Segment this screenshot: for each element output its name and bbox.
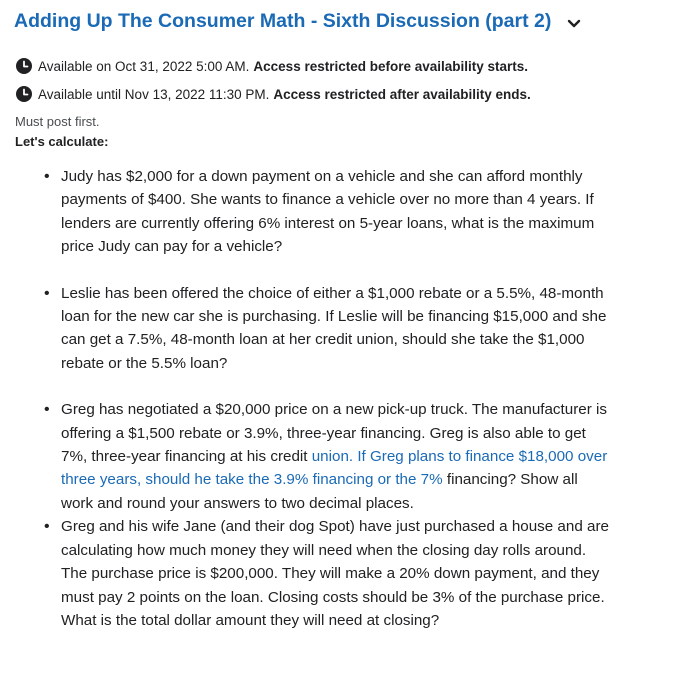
question-text: Greg and his wife Jane (and their dog Spot) have just purchased a house and are calculating how much money they will need when the closing day rolls around. The purchase price is $200,000. They will make a 20% down payment, and they must pay 2 points on the loan. Closing costs should be 3% of the purchase price. What is the total dollar amount they will need at closing? <box>61 518 609 629</box>
question-text: financing? Show all work and round your answers to two decimal places. <box>61 471 578 512</box>
question-text: Judy has $2,000 for a down payment on a vehicle and she can afford monthly payments of $400. She wants to finance a vehicle over no more than 4 years. If lenders are currently offering 6% interest on 5-year loans, what is the maximum price Judy can pay for a vehicle? <box>61 168 595 256</box>
list-item <box>40 398 610 515</box>
clock-icon <box>16 58 32 74</box>
availability-start-text: Available on Oct 31, 2022 5:00 AM. <box>38 58 250 74</box>
lets-calculate-heading: Let's calculate: <box>15 134 109 149</box>
list-item <box>40 515 610 632</box>
topic-header <box>14 9 583 33</box>
availability-end <box>16 86 531 102</box>
clock-icon <box>16 86 32 102</box>
availability-start-restriction: Access restricted before availability starts. <box>253 58 529 74</box>
question-text: Greg has negotiated a $20,000 price on a new pick-up truck. The manufacturer is offering a $1,500 rebate or 3.9%, three-year financing. Greg is also able to get 7%, three-year financing at his credit <box>61 401 607 466</box>
page-title: Adding Up The Consumer Math - Sixth Discussion (part 2) <box>14 10 552 32</box>
question-list <box>40 165 610 632</box>
question-text: Leslie has been offered the choice of either a $1,000 rebate or a 5.5%, 48-month loan for the new car she is purchasing. If Leslie will be financing $15,000 and she can get a 7.5%, 48-month loan at her credit union, should she take the $1,000 rebate or the 5.5% loan? <box>61 284 607 372</box>
must-post-notice: Must post first. <box>15 114 100 129</box>
availability-end-restriction: Access restricted after availability ends. <box>273 86 531 102</box>
availability-end-text: Available until Nov 13, 2022 11:30 PM. <box>38 86 270 102</box>
list-item <box>40 282 610 376</box>
question-link-text[interactable]: union. If Greg plans to finance $18,000 over three years, should he take the 3.9% financing or the 7% <box>61 448 608 489</box>
availability-start <box>16 58 528 74</box>
chevron-down-icon[interactable] <box>565 15 583 33</box>
list-item <box>40 165 610 259</box>
